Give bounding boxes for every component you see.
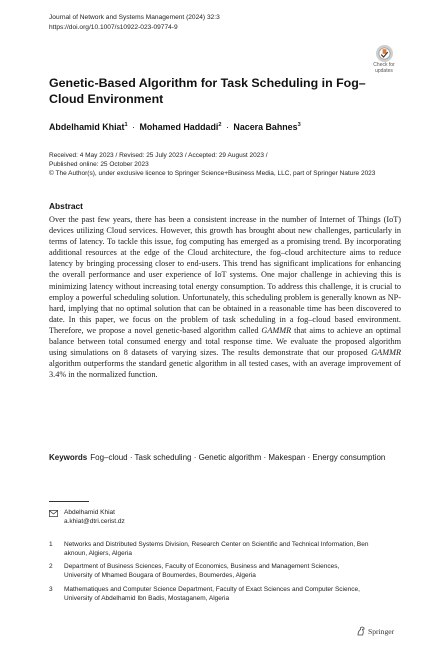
check-for-updates-badge[interactable] (368, 45, 400, 77)
received-revised-accepted: Received: 4 May 2023 / Revised: 25 July 2023 / Accepted: 29 August 2023 / (49, 152, 268, 159)
published-online: Published online: 25 October 2023 (49, 161, 149, 169)
author-affiliation-mark: 1 (124, 122, 128, 129)
springer-horse-icon (356, 626, 366, 636)
keywords-label: Keywords (49, 453, 88, 462)
publisher-name: Springer (368, 627, 395, 636)
affiliation-number: 1 (49, 541, 53, 548)
affiliation-text: Mathematiques and Computer Science Department, Faculty of Exact Sciences and Computer Science, University of Abdelhamid Ibn Badis, Mostaganem, Algeria (64, 586, 360, 602)
abstract-heading: Abstract (49, 201, 83, 211)
affiliation-2 (49, 563, 369, 581)
abstract-part: Over the past few years, there has been a consistent increase in the number of Internet of Things (IoT) devices utilizing Cloud services. However, this growth has brought about new challenges, particularly in terms of latency. To tackle this issue, fog computing has emerged as a promising trend. By incorporating additional resources at the edge of the Cloud architecture, the fog–cloud architecture aims to reduce latency by bringing processing closer to end-users. This trend has significant implications for enhancing the overall performance and user experience of IoT systems. One major challenge in achieving this is minimizing latency without increasing total energy consumption. To address this challenge, it is crucial to employ a powerful scheduling solution. Unfortunately, this scheduling problem is generally known as NP-hard, implying that no optimal solution that can be obtained in a reasonable time has been discovered to date. In this paper, we focus on the problem of task scheduling in a fog–cloud based environment. Therefore, we propose a novel genetic-based algorithm called (49, 215, 401, 335)
publication-history (49, 151, 409, 179)
author-separator: · (225, 122, 229, 132)
article-title: Genetic-Based Algorithm for Task Scheduling in Fog–Cloud Environment (49, 76, 366, 106)
footnote-divider (49, 501, 89, 502)
copyright-line: © The Author(s), under exclusive licence to Springer Science+Business Media, LLC, part of Springer Nature 2023 (49, 170, 376, 178)
affiliation-1 (49, 541, 369, 559)
author-affiliation-mark: 3 (297, 122, 301, 129)
journal-citation: Journal of Network and Systems Management (2024) 32:3 (49, 14, 220, 21)
contact-email[interactable]: a.khiat@dtri.cerist.dz (64, 517, 125, 525)
author-separator: · (132, 122, 136, 132)
affiliation-text: Networks and Distributed Systems Division, Research Center on Scientific and Technical Information, Ben aknoun, Algiers, Algeria (64, 541, 369, 557)
affiliation-number: 2 (49, 563, 53, 570)
affiliation-number: 3 (49, 586, 53, 593)
keywords (49, 452, 394, 463)
affiliation-text: Department of Business Sciences, Faculty of Economics, Business and Management Sciences, University of Mhamed Bougara of Boumerdes, Boumerdes, Algeria (64, 563, 340, 579)
author-list (49, 122, 301, 132)
author-name[interactable]: Mohamed Haddadi (139, 122, 219, 132)
envelope-icon (49, 510, 58, 521)
affiliation-3 (49, 586, 369, 604)
algorithm-name: GAMMR (371, 348, 401, 358)
corresponding-author (49, 509, 125, 527)
author-affiliation-mark: 2 (218, 122, 222, 129)
abstract-text (49, 214, 401, 380)
abstract-part: that aims to achieve an optimal balance between total consumed energy and total response time. We evaluate the proposed algorithm using simulations on 8 datasets of varying sizes. The results demonstrate that our proposed (49, 325, 401, 358)
check-for-updates-icon (376, 45, 393, 62)
check-for-updates-label: Check for updates (373, 62, 395, 74)
abstract-part: algorithm outperforms the standard genetic algorithm in all tested cases, with an average improvement of 3.4% in the normalized function. (49, 359, 401, 380)
author-name[interactable]: Abdelhamid Khiat (49, 122, 125, 132)
keywords-list: Fog–cloud · Task scheduling · Genetic algorithm · Makespan · Energy consumption (90, 453, 386, 462)
publisher-logo (356, 626, 394, 636)
algorithm-name: GAMMR (261, 325, 292, 335)
contact-name: Abdelhamid Khiat (64, 509, 115, 516)
doi-link[interactable]: https://doi.org/10.1007/s10922-023-09774-9 (49, 24, 178, 31)
author-name[interactable]: Nacera Bahnes (233, 122, 298, 132)
